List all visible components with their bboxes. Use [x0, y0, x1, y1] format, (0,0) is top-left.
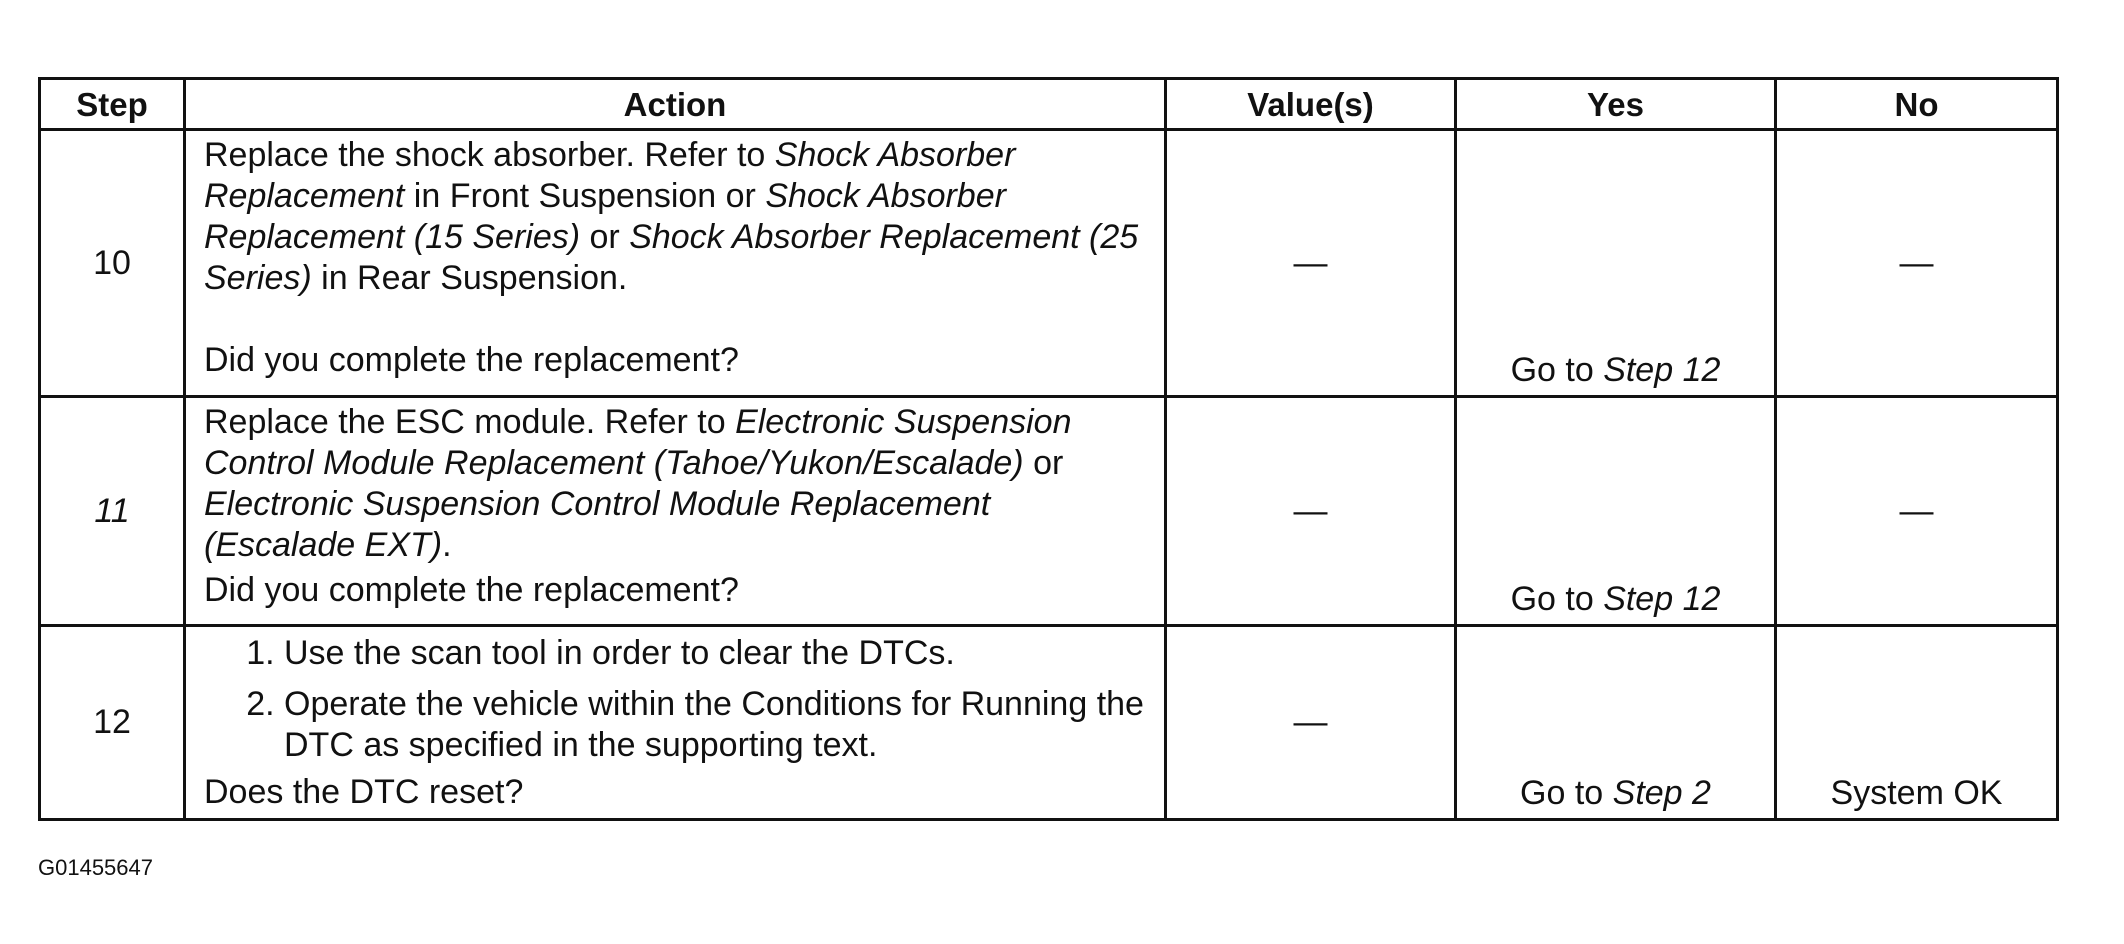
- value-cell: —: [1166, 397, 1456, 626]
- header-values: Value(s): [1166, 79, 1456, 130]
- action-cell: [185, 397, 1166, 626]
- action-question: Did you complete the replacement?: [204, 571, 739, 609]
- action-text: Replace the ESC module. Refer to: [204, 403, 736, 441]
- header-step: Step: [40, 79, 185, 130]
- action-steps-list: [204, 633, 1148, 766]
- step-number: 11: [40, 397, 185, 626]
- action-reference: Electronic Suspension Control Module Replacement (Escalade EXT): [204, 485, 991, 564]
- action-cell: [185, 626, 1166, 820]
- header-yes: Yes: [1456, 79, 1776, 130]
- header-action: Action: [185, 79, 1166, 130]
- table-row: [40, 626, 2058, 820]
- diagnostic-table: [38, 77, 2059, 821]
- yes-step-reference: Step 2: [1612, 774, 1711, 812]
- action-reference: Shock Absorber Replacement (25 Series): [204, 218, 1139, 297]
- action-instruction: [204, 135, 1148, 299]
- yes-text: Go to: [1510, 580, 1604, 618]
- action-reference: Shock Absorber Replacement: [204, 136, 1016, 215]
- action-text: Replace the shock absorber. Refer to: [204, 136, 775, 174]
- action-question: Did you complete the replacement?: [204, 341, 739, 379]
- header-no: No: [1776, 79, 2058, 130]
- no-cell: System OK: [1776, 626, 2058, 820]
- action-text: in Rear Suspension.: [311, 259, 628, 297]
- action-text: .: [442, 526, 452, 564]
- yes-cell: [1456, 130, 1776, 397]
- step-number: 10: [40, 130, 185, 397]
- action-text: in Front Suspension or: [404, 177, 766, 215]
- no-cell: —: [1776, 130, 2058, 397]
- action-instruction: [204, 402, 1148, 566]
- step-number: 12: [40, 626, 185, 820]
- figure-id: G01455647: [38, 855, 153, 880]
- table-row: [40, 397, 2058, 626]
- list-item: 2. Operate the vehicle within the Conditions for Running the DTC as specified in the supporting text.: [284, 684, 1148, 766]
- action-question: Does the DTC reset?: [204, 773, 524, 811]
- yes-step-reference: Step 12: [1603, 351, 1721, 389]
- yes-cell: [1456, 397, 1776, 626]
- list-item: 1. Use the scan tool in order to clear the DTCs.: [284, 633, 1148, 674]
- spacer: [204, 299, 1148, 340]
- value-cell: —: [1166, 130, 1456, 397]
- yes-text: Go to: [1520, 774, 1613, 812]
- action-text: or: [1023, 444, 1064, 482]
- yes-text: Go to: [1510, 351, 1604, 389]
- yes-cell: [1456, 626, 1776, 820]
- header-row: [40, 79, 2058, 130]
- no-cell: —: [1776, 397, 2058, 626]
- yes-step-reference: Step 12: [1603, 580, 1721, 618]
- value-cell: —: [1166, 626, 1456, 820]
- action-text: or: [580, 218, 630, 256]
- table-row: [40, 130, 2058, 397]
- action-reference: Shock Absorber Replacement (15 Series): [204, 177, 1006, 256]
- action-reference: Electronic Suspension Control Module Replacement (Tahoe/Yukon/Escalade): [204, 403, 1072, 482]
- action-cell: [185, 130, 1166, 397]
